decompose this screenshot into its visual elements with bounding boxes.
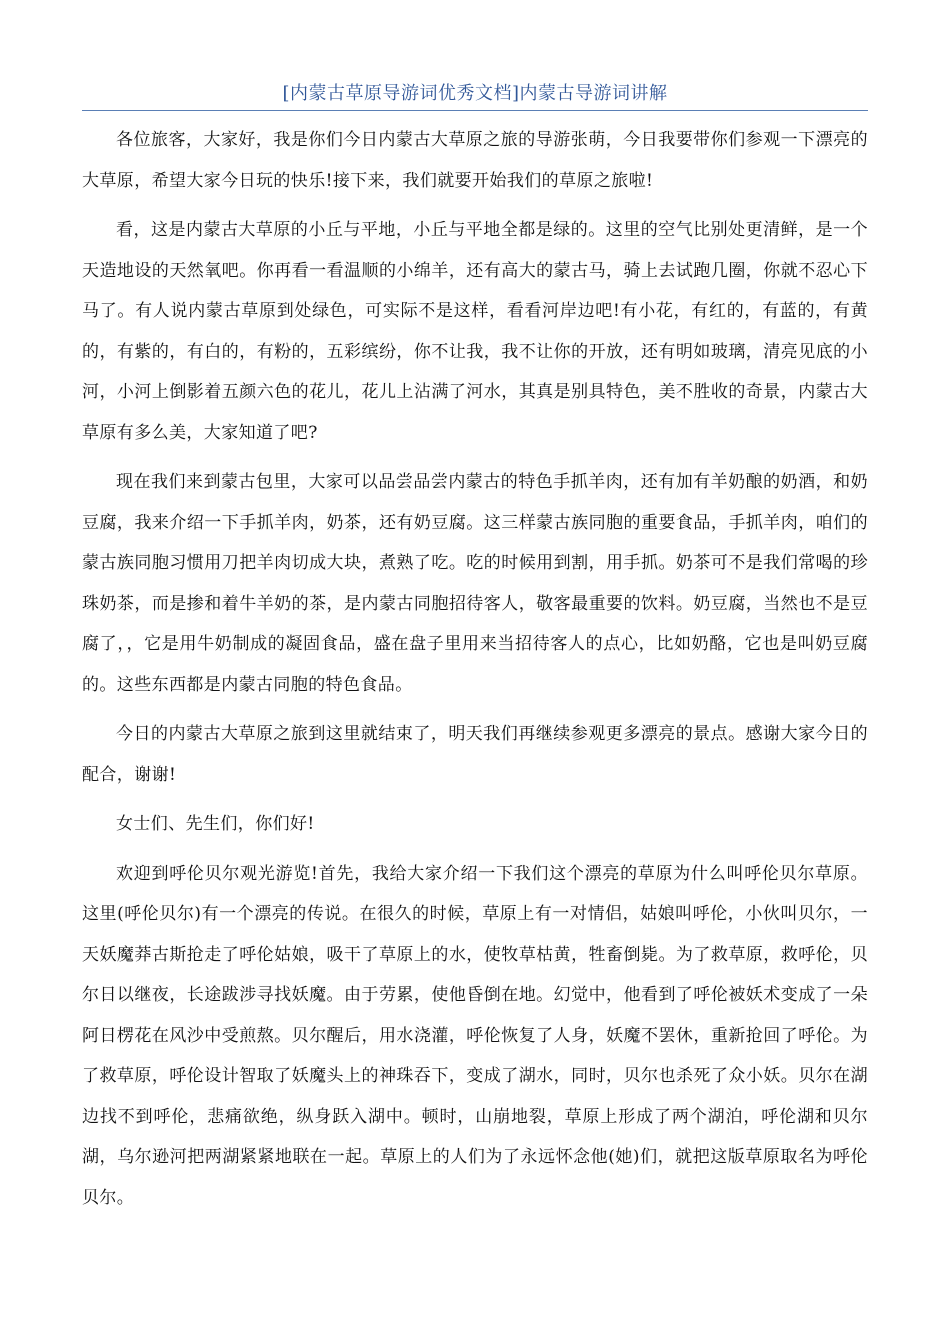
page-header [82, 80, 868, 111]
document-body [82, 120, 868, 1227]
paragraph-closing: 今日的内蒙古大草原之旅到这里就结束了，明天我们再继续参观更多漂亮的景点。感谢大家今日的配合，谢谢! [82, 724, 868, 785]
paragraph-greeting: 女士们、先生们，你们好! [116, 814, 315, 834]
paragraph-hulunbuir-legend: 欢迎到呼伦贝尔观光游览!首先，我给大家介绍一下我们这个漂亮的草原为什么叫呼伦贝尔草原。这里(呼伦贝尔)有一个漂亮的传说。在很久的时候，草原上有一对情侣，姑娘叫呼伦，小伙叫贝尔，一天妖魔莽古斯抢走了呼伦姑娘，吸干了草原上的水，使牧草枯黄，牲畜倒毙。为了救草原，救呼伦，贝尔日以继夜，长途跋涉寻找妖魔。由于劳累，使他昏倒在地。幻觉中，他看到了呼伦被妖术变成了一朵阿日楞花在风沙中受煎熬。贝尔醒后，用水浇灌，呼伦恢复了人身，妖魔不罢休，重新抢回了呼伦。为了救草原，呼伦设计智取了妖魔头上的神珠吞下，变成了湖水，同时，贝尔也杀死了众小妖。贝尔在湖边找不到呼伦，悲痛欲绝，纵身跃入湖中。顿时，山崩地裂，草原上形成了两个湖泊，呼伦湖和贝尔湖，乌尔逊河把两湖紧紧地联在一起。草原上的人们为了永远怀念他(她)们，就把这版草原取名为呼伦贝尔。 [82, 863, 868, 1208]
paragraph-grassland-scenery: 看，这是内蒙古大草原的小丘与平地，小丘与平地全都是绿的。这里的空气比别处更清鲜，是一个天造地设的天然氧吧。你再看一看温顺的小绵羊，还有高大的蒙古马，骑上去试跑几圈，你就不忍心下马了。有人说内蒙古草原到处绿色，可实际不是这样，看看河岸边吧!有小花，有红的，有蓝的，有黄的，有紫的，有白的，有粉的，五彩缤纷，你不让我，我不让你的开放，还有明如玻璃，清亮见底的小河，小河上倒影着五颜六色的花儿，花儿上沾满了河水，其真是别具特色，美不胜收的奇景，内蒙古大草原有多么美，大家知道了吧? [82, 220, 868, 443]
paragraph-mongolian-food: 现在我们来到蒙古包里，大家可以品尝品尝内蒙古的特色手抓羊肉，还有加有羊奶酿的奶酒，和奶豆腐，我来介绍一下手抓羊肉，奶茶，还有奶豆腐。这三样蒙古族同胞的重要食品，手抓羊肉，咱们的蒙古族同胞习惯用刀把羊肉切成大块，煮熟了吃。吃的时候用到割，用手抓。奶茶可不是我们常喝的珍珠奶茶，而是掺和着牛羊奶的茶，是内蒙古同胞招待客人，敬客最重要的饮料。奶豆腐，当然也不是豆腐了，，它是用牛奶制成的凝固食品，盛在盘子里用来当招待客人的点心，比如奶酪，它也是叫奶豆腐的。这些东西都是内蒙古同胞的特色食品。 [82, 472, 868, 695]
paragraph-welcome: 各位旅客，大家好，我是你们今日内蒙古大草原之旅的导游张萌，今日我要带你们参观一下漂亮的大草原，希望大家今日玩的快乐!接下来，我们就要开始我们的草原之旅啦! [82, 130, 868, 191]
header-title: [内蒙古草原导游词优秀文档]内蒙古导游词讲解 [282, 83, 668, 104]
